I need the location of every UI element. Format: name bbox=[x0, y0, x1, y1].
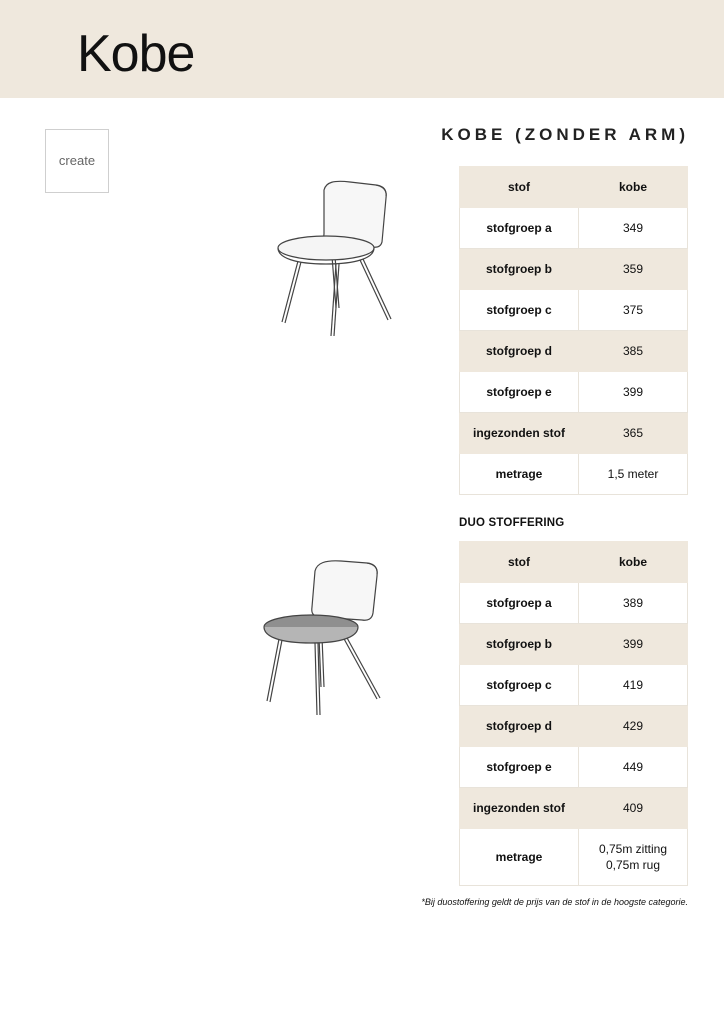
row-value: 375 bbox=[579, 290, 688, 331]
row-value bbox=[579, 829, 688, 886]
table-row bbox=[460, 331, 688, 372]
column-header-kobe: kobe bbox=[579, 167, 688, 208]
row-label: stofgroep a bbox=[460, 208, 579, 249]
column-header-stof: stof bbox=[460, 167, 579, 208]
table-row bbox=[460, 706, 688, 747]
duo-heading: DUO STOFFERING bbox=[459, 517, 565, 529]
row-label: stofgroep a bbox=[460, 583, 579, 624]
row-label: ingezonden stof bbox=[460, 788, 579, 829]
table-row bbox=[460, 413, 688, 454]
row-value: 365 bbox=[579, 413, 688, 454]
row-label: stofgroep d bbox=[460, 706, 579, 747]
table-row bbox=[460, 747, 688, 788]
row-value: 389 bbox=[579, 583, 688, 624]
row-value: 359 bbox=[579, 249, 688, 290]
row-value: 399 bbox=[579, 624, 688, 665]
table-row bbox=[460, 454, 688, 495]
row-label: stofgroep b bbox=[460, 624, 579, 665]
table-row bbox=[460, 829, 688, 886]
table-row bbox=[460, 583, 688, 624]
price-table-duo bbox=[459, 541, 688, 886]
brand-title: Kobe bbox=[77, 25, 195, 83]
row-value: 429 bbox=[579, 706, 688, 747]
create-button-label: create bbox=[58, 153, 96, 168]
product-title: KOBE (ZONDER ARM) bbox=[441, 125, 689, 144]
row-label: stofgroep b bbox=[460, 249, 579, 290]
row-label: metrage bbox=[460, 454, 579, 495]
column-header-stof: stof bbox=[460, 542, 579, 583]
table-row bbox=[460, 208, 688, 249]
create-button[interactable] bbox=[45, 129, 109, 193]
table-row bbox=[460, 665, 688, 706]
footnote: *Bij duostoffering geldt de prijs van de stof in de hoogste categorie. bbox=[421, 897, 688, 907]
row-label: stofgroep d bbox=[460, 331, 579, 372]
row-value: 399 bbox=[579, 372, 688, 413]
table-header-row bbox=[460, 167, 688, 208]
row-label: stofgroep e bbox=[460, 747, 579, 788]
row-value: 1,5 meter bbox=[579, 454, 688, 495]
row-label: stofgroep c bbox=[460, 290, 579, 331]
column-header-kobe: kobe bbox=[579, 542, 688, 583]
chair-illustration-duo bbox=[257, 543, 387, 743]
row-value: 409 bbox=[579, 788, 688, 829]
table-row bbox=[460, 290, 688, 331]
row-label: metrage bbox=[460, 829, 579, 886]
metrage-line-2: 0,75m rug bbox=[605, 858, 661, 872]
row-label: stofgroep c bbox=[460, 665, 579, 706]
price-table-single bbox=[459, 166, 688, 495]
row-label: stofgroep e bbox=[460, 372, 579, 413]
chair-illustration-single bbox=[268, 166, 404, 362]
row-label: ingezonden stof bbox=[460, 413, 579, 454]
header-banner bbox=[0, 0, 724, 98]
table-row bbox=[460, 372, 688, 413]
table-row bbox=[460, 249, 688, 290]
table-row bbox=[460, 624, 688, 665]
metrage-line-1: 0,75m zitting bbox=[598, 842, 668, 856]
table-header-row bbox=[460, 542, 688, 583]
row-value: 419 bbox=[579, 665, 688, 706]
row-value: 385 bbox=[579, 331, 688, 372]
table-row bbox=[460, 788, 688, 829]
row-value: 349 bbox=[579, 208, 688, 249]
row-value: 449 bbox=[579, 747, 688, 788]
